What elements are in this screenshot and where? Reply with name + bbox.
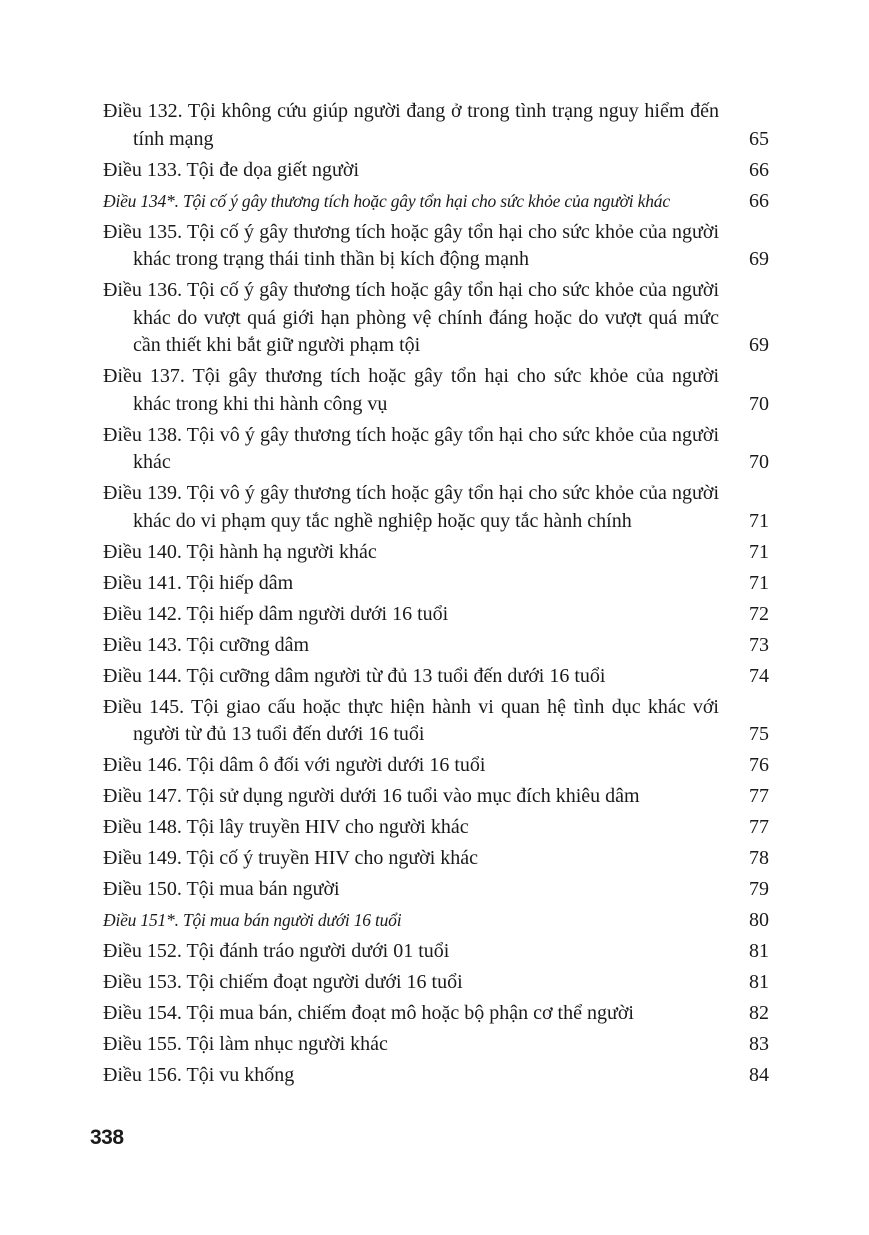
toc-entry-title: Điều 154. Tội mua bán, chiếm đoạt mô hoặc bộ phận cơ thể người [103, 1002, 634, 1024]
toc-entry [103, 219, 769, 274]
toc-entry-page: 66 [749, 189, 769, 212]
toc-entry-page: 71 [749, 540, 769, 563]
toc-entry [103, 1000, 769, 1028]
toc-entry-page: 70 [749, 451, 769, 473]
toc-entry-title: Điều 135. Tội cố ý gây thương tích hoặc gây tổn hại cho sức khỏe của người khác trong trạng thái tinh thần bị kích động mạnh [103, 220, 719, 270]
toc-entry [103, 876, 769, 904]
toc-entry-title: Điều 137. Tội gây thương tích hoặc gây tổn hại cho sức khỏe của người khác trong khi thi hành công vụ [103, 365, 719, 415]
toc-entry-page: 75 [749, 723, 769, 745]
toc-entry-title: Điều 150. Tội mua bán người [103, 878, 340, 900]
toc-entry [103, 1062, 769, 1090]
toc-entry-title: Điều 144. Tội cưỡng dâm người từ đủ 13 tuổi đến dưới 16 tuổi [103, 664, 606, 687]
toc-entry-title: Điều 142. Tội hiếp dâm người dưới 16 tuổi [103, 602, 449, 625]
toc-entry-page: 81 [749, 940, 769, 962]
toc-entry-title: Điều 136. Tội cố ý gây thương tích hoặc gây tổn hại cho sức khỏe của người khác do vượt quá giới hạn phòng vệ chính đáng hoặc do vượt quá mức cần thiết khi bắt giữ người phạm tội [103, 279, 719, 356]
toc-entry-page: 71 [749, 509, 769, 532]
toc-entry [103, 570, 769, 598]
toc-entry-page: 76 [749, 754, 769, 776]
toc-entry [103, 632, 769, 660]
toc-entry [103, 845, 769, 873]
toc-entry [103, 907, 769, 935]
toc-entry-page: 69 [749, 334, 769, 356]
toc-entry [103, 783, 769, 811]
toc-entry-title: Điều 145. Tội giao cấu hoặc thực hiện hành vi quan hệ tình dục khác với người từ đủ 13 tuổi đến dưới 16 tuổi [103, 695, 719, 745]
toc-entry [103, 277, 769, 360]
toc-entry-title: Điều 152. Tội đánh tráo người dưới 01 tuổi [103, 940, 450, 962]
toc-entry-page: 77 [749, 816, 769, 838]
toc-entry-title: Điều 133. Tội đe dọa giết người [103, 158, 360, 181]
toc-entry-title: Điều 143. Tội cưỡng dâm [103, 633, 310, 656]
toc-entry [103, 601, 769, 629]
toc-entry-title: Điều 151*. Tội mua bán người dưới 16 tuổi [103, 910, 402, 930]
toc-entry-title: Điều 156. Tội vu khống [103, 1064, 295, 1086]
toc-entry-title: Điều 132. Tội không cứu giúp người đang ở trong tình trạng nguy hiểm đến tính mạng [103, 100, 719, 150]
toc-entry-title: Điều 138. Tội vô ý gây thương tích hoặc gây tổn hại cho sức khỏe của người khác [103, 423, 719, 473]
toc-entry [103, 938, 769, 966]
toc-entry-page: 81 [749, 971, 769, 993]
toc-entry [103, 422, 769, 477]
toc-entry-title: Điều 153. Tội chiếm đoạt người dưới 16 tuổi [103, 971, 463, 993]
toc-entry-page: 65 [749, 127, 769, 150]
toc-entry-title: Điều 149. Tội cố ý truyền HIV cho người khác [103, 847, 479, 869]
toc-entry-page: 77 [749, 785, 769, 807]
toc-entry [103, 363, 769, 418]
toc-entry-title: Điều 134*. Tội cố ý gây thương tích hoặc gây tổn hại cho sức khỏe của người khác [103, 190, 670, 211]
toc-entry [103, 157, 769, 185]
toc-entry-page: 78 [749, 847, 769, 869]
toc-entry-page: 69 [749, 248, 769, 270]
toc-entry [103, 188, 769, 216]
page-number: 338 [90, 1126, 124, 1149]
toc-entry-page: 83 [749, 1033, 769, 1055]
table-of-contents [103, 98, 769, 1093]
toc-entry [103, 752, 769, 780]
toc-entry-page: 82 [749, 1002, 769, 1024]
toc-entry [103, 969, 769, 997]
toc-entry-page: 66 [749, 158, 769, 181]
toc-entry-page: 72 [749, 602, 769, 625]
toc-entry-title: Điều 148. Tội lây truyền HIV cho người khác [103, 816, 469, 838]
toc-entry [103, 480, 769, 535]
toc-entry-title: Điều 139. Tội vô ý gây thương tích hoặc gây tổn hại cho sức khỏe của người khác do vi phạm quy tắc nghề nghiệp hoặc quy tắc hành chính [103, 482, 719, 532]
toc-entry [103, 98, 769, 153]
toc-entry-title: Điều 146. Tội dâm ô đối với người dưới 16 tuổi [103, 754, 486, 776]
toc-entry-page: 73 [749, 633, 769, 656]
toc-entry-title: Điều 140. Tội hành hạ người khác [103, 540, 377, 563]
toc-entry-title: Điều 147. Tội sử dụng người dưới 16 tuổi vào mục đích khiêu dâm [103, 785, 640, 807]
toc-entry [103, 694, 769, 749]
toc-entry [103, 814, 769, 842]
toc-entry-page: 80 [749, 909, 769, 931]
toc-entry-page: 84 [749, 1064, 769, 1086]
toc-entry-title: Điều 141. Tội hiếp dâm [103, 571, 294, 594]
toc-entry-title: Điều 155. Tội làm nhục người khác [103, 1033, 388, 1055]
toc-entry [103, 663, 769, 691]
toc-entry-page: 79 [749, 878, 769, 900]
toc-entry-page: 71 [749, 571, 769, 594]
toc-entry [103, 1031, 769, 1059]
toc-entry-page: 70 [749, 392, 769, 415]
toc-entry [103, 539, 769, 567]
toc-entry-page: 74 [749, 664, 769, 687]
